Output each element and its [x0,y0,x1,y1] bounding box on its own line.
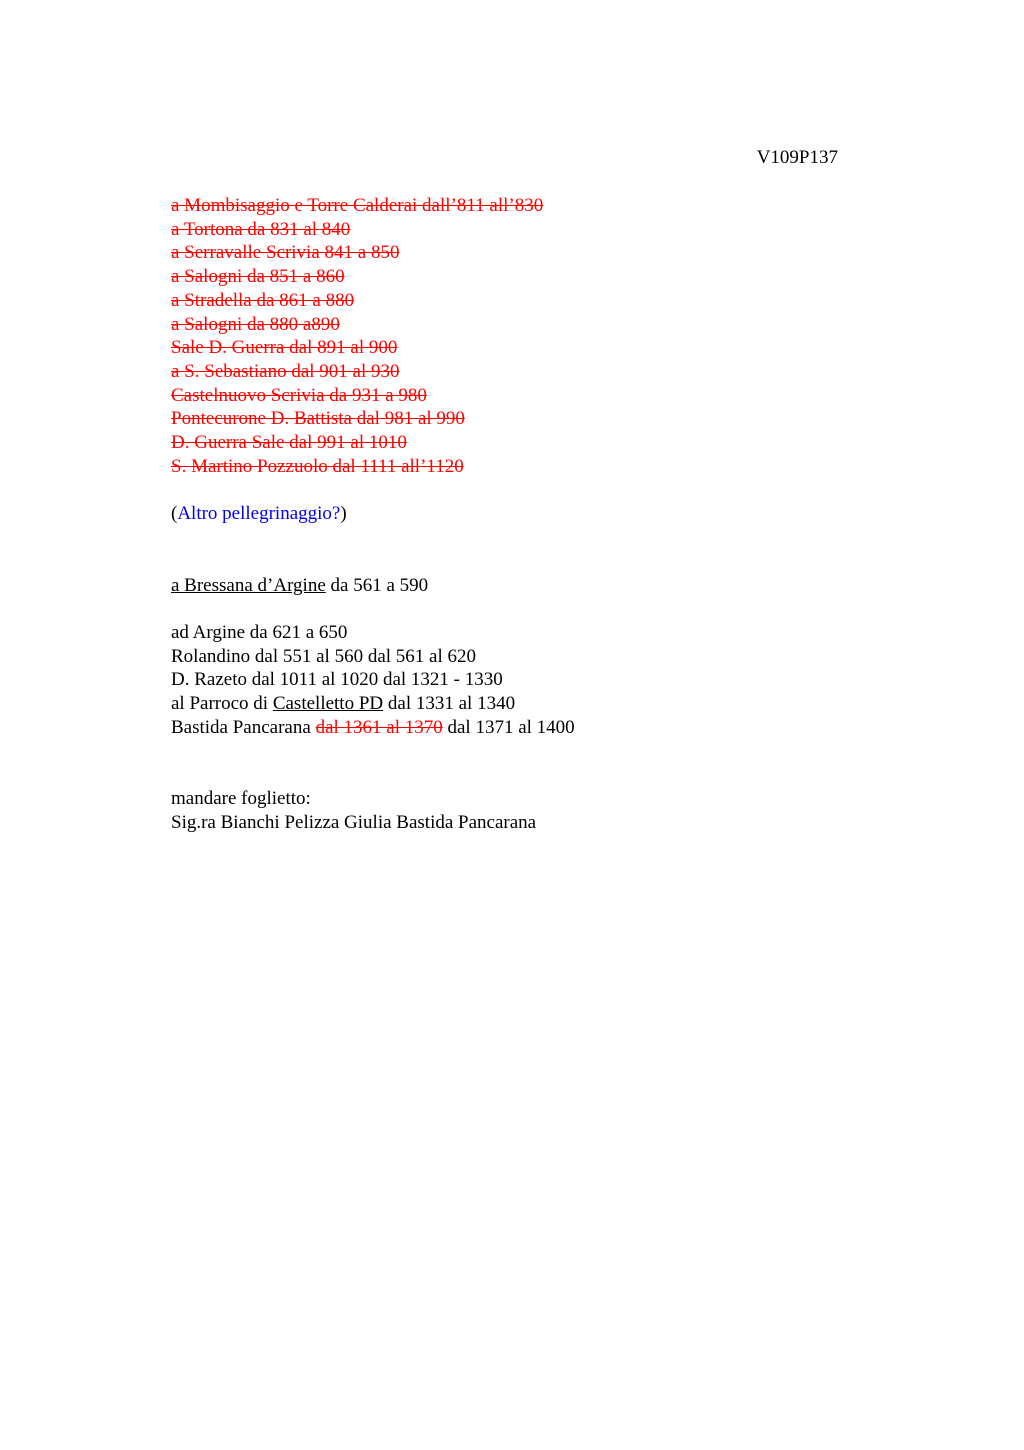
struck-entry: a Tortona da 831 al 840 [171,218,351,240]
struck-entry: a S. Sebastiano dal 901 al 930 [171,360,400,382]
struck-entry: a Salogni da 851 a 860 [171,266,345,288]
entry-parroco [171,692,575,716]
struck-entry: D. Guerra Sale dal 991 al 1010 [171,432,407,454]
note-close-paren: ) [340,503,347,524]
reminder-block [171,787,536,834]
struck-entry: a Serravalle Scrivia 841 a 850 [171,242,400,264]
struck-entry: S. Martino Pozzuolo dal 1111 all’1120 [171,455,464,477]
bastida-prefix: Bastida Pancarana [171,716,316,738]
struck-entry: a Stradella da 861 a 880 [171,289,355,311]
bressana-place: a Bressana d’Argine [171,575,326,596]
struck-entry: a Salogni da 880 a890 [171,313,340,335]
parroco-prefix: al Parroco di [171,693,273,715]
bressana-entry [171,574,428,598]
bressana-range: da 561 a 590 [325,575,429,596]
note-open-paren: ( [171,503,178,524]
reminder-label: mandare foglietto: [171,788,311,809]
note-text: Altro pellegrinaggio? [177,503,341,524]
entry-argine: ad Argine da 621 a 650 [171,622,348,643]
struck-entry: Sale D. Guerra dal 891 al 900 [171,337,398,359]
struck-entries-list [171,194,543,478]
bastida-range: dal 1371 al 1400 [442,716,575,738]
page-code: V109P137 [756,147,838,168]
entry-bastida [171,716,575,740]
struck-entry: Castelnuovo Scrivia da 931 a 980 [171,384,427,406]
parroco-range: dal 1331 al 1340 [383,693,516,715]
entry-rolandino: Rolandino dal 551 al 560 dal 561 al 620 [171,645,477,667]
struck-entry: Pontecurone D. Battista dal 981 al 990 [171,408,465,430]
bastida-struck-range: dal 1361 al 1370 [315,716,443,738]
pilgrimage-note [171,502,347,526]
parroco-place: Castelletto PD [272,693,384,715]
struck-entry: a Mombisaggio e Torre Calderai dall’811 all’830 [171,195,544,216]
parish-entries [171,621,575,740]
entry-razeto: D. Razeto dal 1011 al 1020 dal 1321 - 1330 [171,669,503,691]
reminder-recipient: Sig.ra Bianchi Pelizza Giulia Bastida Pancarana [171,811,537,833]
